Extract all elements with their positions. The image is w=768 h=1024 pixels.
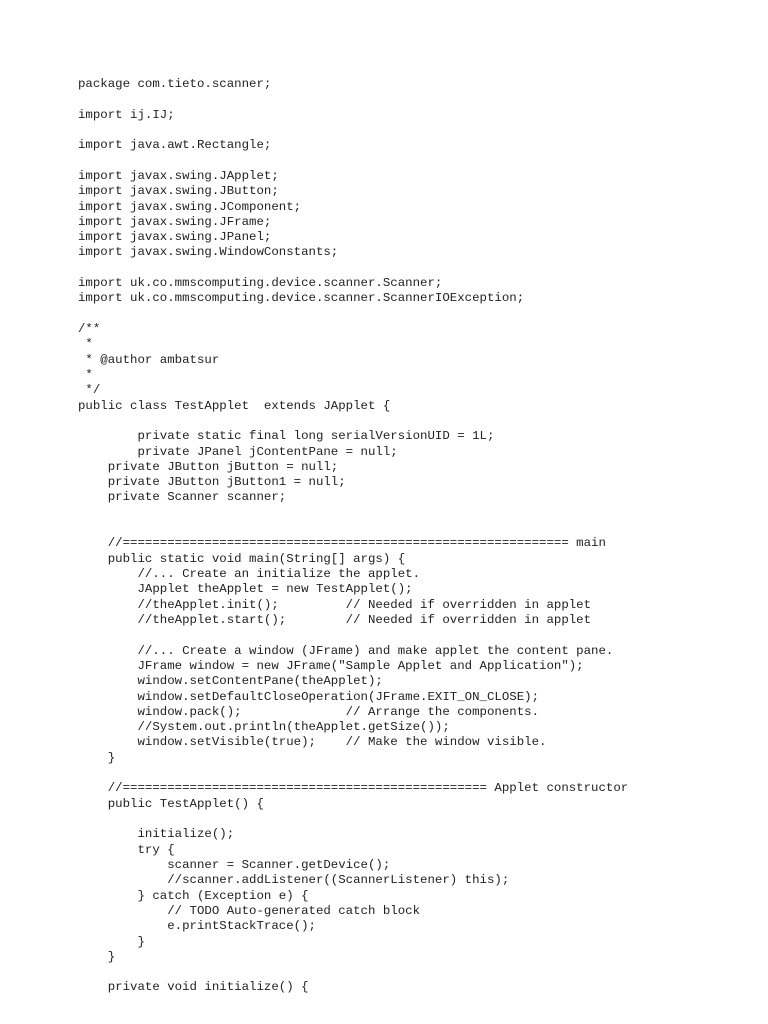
code-line [78,92,628,107]
code-line: private JButton jButton1 = null; [78,475,346,490]
code-line: import javax.swing.WindowConstants; [78,245,339,260]
code-line: * [78,367,93,382]
code-line: window.setContentPane(theApplet); [78,674,383,689]
code-line [78,123,628,138]
code-line [78,965,628,980]
code-line [78,812,628,827]
code-line: //... Create a window (JFrame) and make applet the content pane. [78,643,614,658]
code-line: private JPanel jContentPane = null; [78,444,398,459]
code-line: private JButton jButton = null; [78,459,339,474]
code-line: window.setDefaultCloseOperation(JFrame.EXIT_ON_CLOSE); [78,689,540,704]
code-line [78,154,628,169]
code-line: } [78,949,116,964]
code-line [78,628,628,643]
code-line: public class TestApplet extends JApplet { [78,398,391,413]
code-line [78,521,628,536]
code-line: import javax.swing.JComponent; [78,199,302,214]
code-line: JApplet theApplet = new TestApplet(); [78,582,413,597]
code-line: import uk.co.mmscomputing.device.scanner.ScannerIOException; [78,291,525,306]
code-line: import uk.co.mmscomputing.device.scanner.Scanner; [78,276,443,291]
code-line: initialize(); [78,827,235,842]
code-line: import javax.swing.JApplet; [78,168,279,183]
code-line: * @author ambatsur [78,352,220,367]
code-line: //... Create an initialize the applet. [78,567,421,581]
code-line: e.printStackTrace(); [78,919,316,934]
code-line: //System.out.println(theApplet.getSize()); [78,720,450,735]
code-listing [78,77,628,996]
code-line: } catch (Exception e) { [78,888,309,903]
code-line: //theApplet.start(); // Needed if overridden in applet [78,612,592,627]
code-line: public static void main(String[] args) { [78,551,406,566]
code-line: import ij.IJ; [78,107,175,122]
code-line: //theApplet.init(); // Needed if overridden in applet [78,597,592,612]
code-line: // TODO Auto-generated catch block [78,903,421,918]
code-line: * [78,337,93,352]
code-line: window.setVisible(true); // Make the window visible. [78,735,547,750]
code-line: } [78,934,145,949]
code-line: */ [78,383,101,398]
code-line [78,766,628,781]
code-line: JFrame window = new JFrame("Sample Applet and Application"); [78,658,584,673]
code-line [78,261,628,276]
code-line: import javax.swing.JButton; [78,184,279,199]
code-line: private void initialize() { [78,980,309,995]
code-line: } [78,750,116,765]
code-line [78,506,628,521]
code-line: private static final long serialVersionUID = 1L; [78,429,495,444]
code-line: import java.awt.Rectangle; [78,138,272,153]
code-line: scanner = Scanner.getDevice(); [78,857,391,872]
code-line [78,307,628,322]
code-line: import javax.swing.JFrame; [78,214,272,229]
code-line [78,414,628,429]
code-line: //================================================= Applet constructor [78,781,629,796]
code-line: package com.tieto.scanner; [78,77,272,91]
code-line: /** [78,322,101,336]
code-line: try { [78,842,175,857]
code-line: //============================================================ main [78,536,606,551]
code-line: public TestApplet() { [78,796,264,811]
code-line: //scanner.addListener((ScannerListener) this); [78,873,510,888]
code-line: private Scanner scanner; [78,490,287,505]
code-line: window.pack(); // Arrange the components. [78,704,540,719]
code-line: import javax.swing.JPanel; [78,230,272,245]
